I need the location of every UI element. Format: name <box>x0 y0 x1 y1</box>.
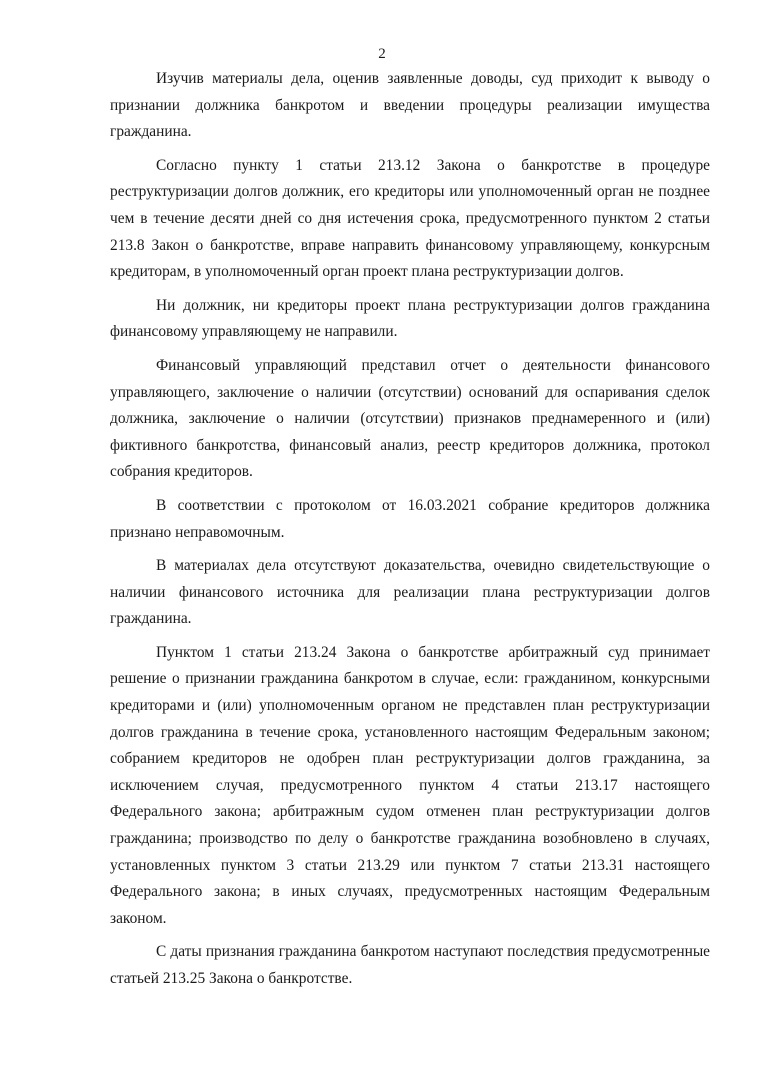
document-body <box>110 66 710 993</box>
paragraph-no-evidence: В материалах дела отсутствуют доказательства, очевидно свидетельствующие о наличии финансового источника для реализации плана реструктуризации долгов гражданина. <box>110 557 710 628</box>
paragraph-consequences: С даты признания гражданина банкротом наступают последствия предусмотренные статьей 213.25 Закона о банкротстве. <box>110 943 710 987</box>
paragraph-manager-report: Финансовый управляющий представил отчет о деятельности финансового управляющего, заключение о наличии (отсутствии) оснований для оспаривания сделок должника, заключение о наличии (отсутствии) признаков преднамеренного и (или) фиктивного банкротства, финансовый анализ, реестр кредиторов должника, протокол собрания кредиторов. <box>110 356 710 481</box>
paragraph-article-213-24: Пунктом 1 статьи 213.24 Закона о банкротстве арбитражный суд принимает решение о признании гражданина банкротом в случае, если: гражданином, конкурсными кредиторами и (или) уполномоченным органом не представлен план реструктуризации долгов гражданина в течение срока, установленного настоящим Федеральным законом; собранием кредиторов не одобрен план реструктуризации долгов гражданина, за исключением случая, предусмотренного пунктом 4 статьи 213.17 настоящего Федерального закона; арбитражным судом отменен план реструктуризации долгов гражданина; производство по делу о банкротстве гражданина возобновлено в случаях, установленных пунктом 3 статьи 213.29 или пунктом 7 статьи 213.31 настоящего Федерального закона; в иных случаях, предусмотренных настоящим Федеральным законом. <box>110 643 710 927</box>
paragraph-conclusion: Изучив материалы дела, оценив заявленные доводы, суд приходит к выводу о признании должника банкротом и введении процедуры реализации имущества гражданина. <box>110 70 710 141</box>
paragraph-plan-not-sent: Ни должник, ни кредиторы проект плана реструктуризации долгов гражданина финансовому управляющему не направили. <box>110 296 710 341</box>
paragraph-creditors-meeting: В соответствии с протоколом от 16.03.2021 собрание кредиторов должника признано неправомочным. <box>110 496 710 541</box>
paragraph-article-213-12: Согласно пункту 1 статьи 213.12 Закона о банкротстве в процедуре реструктуризации долгов должник, его кредиторы или уполномоченный орган не позднее чем в течение десяти дней со дня истечения срока, предусмотренного пунктом 2 статьи 213.8 Закон о банкротстве, вправе направить финансовому управляющему, конкурсным кредиторам, в уполномоченный орган проект плана реструктуризации долгов. <box>110 156 710 281</box>
page-number: 2 <box>378 46 386 62</box>
